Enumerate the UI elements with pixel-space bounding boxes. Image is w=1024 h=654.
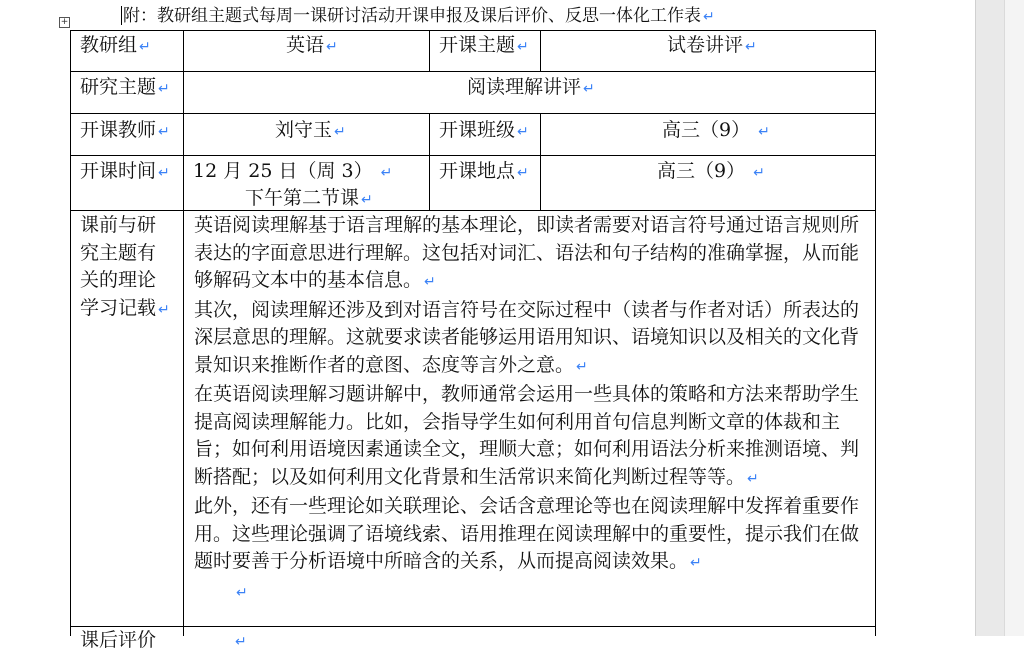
- research-label: 研究主题: [80, 76, 157, 98]
- cell-place-label[interactable]: [439, 159, 529, 185]
- cell-mark-icon: ↵: [158, 165, 170, 181]
- theory-text: 在英语阅读理解习题讲解中，教师通常会运用一些具体的策略和方法来帮助学生提高阅读理解能力。比如，会指导学生如何利用首句信息判断文章的体裁和主旨；如何利用语境因素通读全文，理顺大意；如何利用语法分析来推测语境、判断搭配；以及如何利用文化背景和生活常识来简化判断过程等等。: [194, 383, 860, 488]
- theory-text: 此外，还有一些理论如关联理论、会话含意理论等也在阅读理解中发挥着重要作用。这些理论强调了语境线索、语用推理在阅读理解中的重要性，提示我们在做题时要善于分析语境中所暗含的关系，从而提高阅读效果。: [194, 495, 860, 572]
- cell-mark-icon: ↵: [517, 165, 529, 181]
- table-rule: [540, 113, 541, 210]
- title-text: 附：教研组主题式每周一课研讨活动开课申报及课后评价、反思一体化工作表: [123, 6, 701, 26]
- research-value: 阅读理解讲评: [467, 76, 582, 98]
- cell-topic-value[interactable]: [667, 33, 757, 59]
- table-rule: [429, 113, 430, 210]
- theory-label-line: 究主题有: [80, 241, 157, 264]
- cell-mark-icon: ↵: [583, 81, 595, 97]
- theory-paragraph: [194, 212, 874, 297]
- table-rule: [875, 30, 876, 636]
- cell-class-label[interactable]: [439, 118, 529, 144]
- paragraph-mark-icon: ↵: [424, 274, 436, 290]
- group-value: 英语: [286, 34, 325, 56]
- table-rule: [70, 155, 876, 156]
- time-label: 开课时间: [80, 160, 157, 182]
- table-rule: [429, 30, 430, 71]
- table-rule: [540, 30, 541, 71]
- cell-time-label[interactable]: [80, 159, 170, 185]
- class-label: 开课班级: [439, 119, 516, 141]
- theory-label-line: 关的理论: [80, 269, 157, 291]
- scrollbar-track[interactable]: [1004, 0, 1024, 636]
- cell-mark-icon: ↵: [380, 165, 393, 181]
- theory-paragraph: [194, 381, 874, 493]
- place-value: 高三（9）: [657, 160, 746, 182]
- theory-label-last: 学习记载: [80, 296, 157, 319]
- theory-label-line: 课前与研: [80, 214, 157, 236]
- cell-review-mark: [233, 628, 247, 654]
- cell-teacher-label[interactable]: [80, 118, 170, 144]
- cell-mark-icon: ↵: [517, 124, 529, 140]
- cell-mark-icon: ↵: [139, 39, 151, 55]
- paragraph-mark-icon: ↵: [747, 470, 759, 487]
- cell-mark-icon: ↵: [334, 124, 346, 140]
- theory-paragraph: [194, 297, 874, 382]
- table-rule: [70, 71, 876, 72]
- paragraph-mark-icon: ↵: [690, 555, 702, 571]
- cell-mark-icon: ↵: [158, 301, 170, 318]
- theory-text: 其次，阅读理解还涉及到对语言符号在交际过程中（读者与作者对话）所表达的深层意思的理解。这就要求读者能够运用语用知识、语境知识以及相关的文化背景知识来推断作者的意图、态度等言外之意。: [194, 298, 860, 376]
- time-value-line2: 下午第二节课: [245, 187, 360, 209]
- table-move-handle-icon[interactable]: +: [60, 17, 69, 27]
- time-value-line1: 12 月 25 日（周 3）: [193, 160, 373, 182]
- table-rule: [70, 210, 876, 211]
- theory-paragraph: [194, 578, 874, 608]
- teacher-value: 刘守玉: [275, 119, 333, 141]
- cell-group-value[interactable]: [286, 33, 338, 59]
- cell-group-label[interactable]: [80, 33, 151, 59]
- cell-research-value[interactable]: [467, 75, 595, 101]
- cell-mark-icon: ↵: [745, 39, 757, 55]
- group-label: 教研组: [80, 34, 138, 56]
- text-cursor: [121, 6, 122, 25]
- paragraph-mark-icon: ↵: [235, 634, 247, 650]
- table-rule: [70, 30, 71, 636]
- cell-time-value-2[interactable]: [245, 186, 373, 212]
- cell-mark-icon: ↵: [758, 124, 770, 140]
- cell-review-label[interactable]: [80, 628, 156, 652]
- review-label: 课后评价: [80, 629, 157, 651]
- paragraph-mark-icon: ↵: [236, 584, 248, 601]
- paragraph-mark-icon: ↵: [576, 358, 588, 375]
- document-title: [123, 4, 773, 29]
- cell-mark-icon: ↵: [158, 124, 170, 140]
- table-rule: [70, 113, 876, 114]
- topic-label: 开课主题: [439, 34, 516, 56]
- class-value: 高三（9）: [662, 119, 751, 141]
- cell-mark-icon: ↵: [158, 81, 170, 97]
- paragraph-mark-icon: ↵: [703, 9, 715, 25]
- theory-paragraph: [194, 493, 874, 578]
- place-label: 开课地点: [439, 160, 516, 182]
- table-rule: [70, 626, 876, 627]
- cell-time-value[interactable]: [193, 159, 392, 185]
- cell-theory-label[interactable]: [80, 212, 170, 324]
- theory-notes[interactable]: [194, 212, 874, 607]
- cell-place-value[interactable]: [657, 159, 765, 185]
- cell-research-label[interactable]: [80, 75, 170, 101]
- table-rule: [183, 30, 184, 636]
- theory-text: 英语阅读理解基于语言理解的基本理论，即读者需要对语言符号通过语言规则所表达的字面意思进行理解。这包括对词汇、语法和句子结构的准确掌握，从而能够解码文本中的基本信息。: [194, 214, 860, 291]
- cell-topic-label[interactable]: [439, 33, 529, 59]
- cell-mark-icon: ↵: [361, 192, 373, 208]
- cell-teacher-value[interactable]: [275, 118, 346, 144]
- cell-mark-icon: ↵: [517, 39, 529, 55]
- teacher-label: 开课教师: [80, 119, 157, 141]
- cell-mark-icon: ↵: [753, 165, 765, 181]
- cell-mark-icon: ↵: [326, 39, 338, 55]
- table-rule: [70, 30, 876, 31]
- topic-value: 试卷讲评: [667, 34, 744, 56]
- cell-class-value[interactable]: [662, 118, 770, 144]
- theory-label-line: [80, 295, 170, 325]
